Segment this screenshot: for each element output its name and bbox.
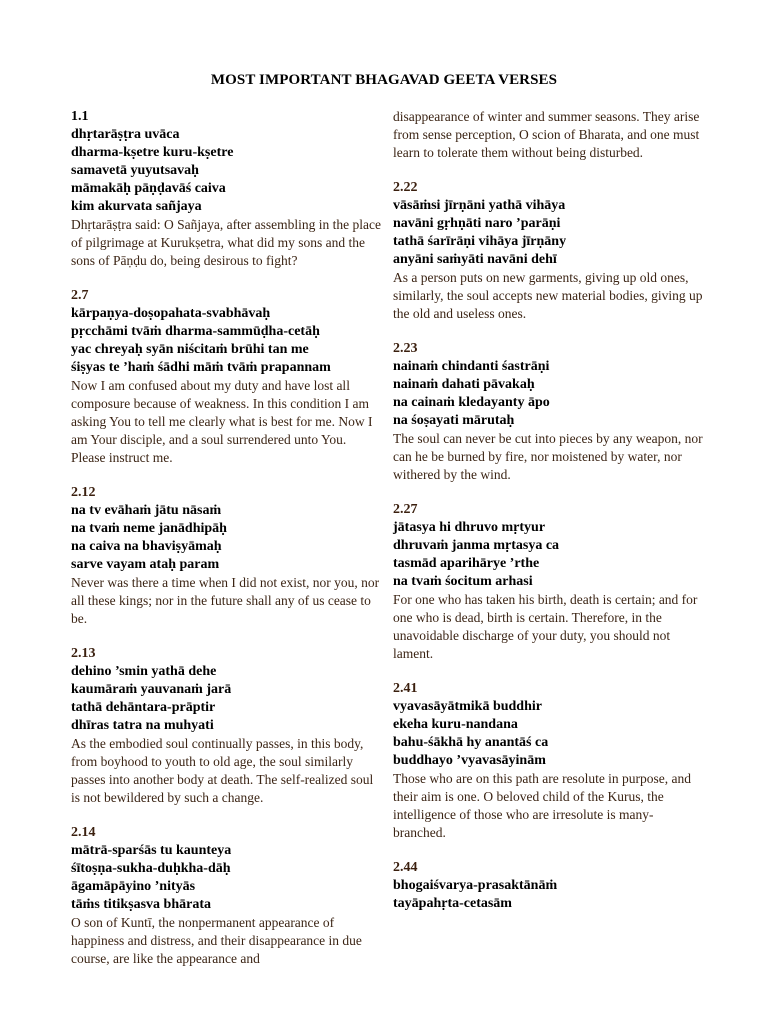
sanskrit-line: navāni gṛhṇāti naro ’parāṇi [393, 216, 561, 231]
verse-block [71, 287, 383, 467]
sanskrit-line: tathā śarīrāṇi vihāya jīrṇāny [393, 234, 567, 249]
sanskrit-line: anyāni saṁyāti navāni dehī [393, 252, 557, 267]
verse-number: 2.41 [393, 681, 418, 696]
sanskrit-line: dehino ’smin yathā dehe [71, 664, 217, 679]
verse-translation: As a person puts on new garments, giving up old ones, similarly, the soul accepts new material bodies, giving up the old and useless ones. [393, 270, 703, 321]
sanskrit-line: na cainaṁ kledayanty āpo [393, 395, 550, 410]
sanskrit-line: buddhayo ’vyavasāyinām [393, 753, 546, 768]
sanskrit-line: sarve vayam ataḥ param [71, 557, 220, 572]
sanskrit-line: kaumāraṁ yauvanaṁ jarā [71, 682, 232, 697]
sanskrit-line: dhīras tatra na muhyati [71, 718, 214, 733]
verse-block [71, 484, 383, 628]
sanskrit-line: tasmād aparihārye ’rthe [393, 556, 540, 571]
verse-block [393, 179, 705, 323]
verse-block [393, 340, 705, 484]
verse-number: 1.1 [71, 109, 89, 124]
verse-block [393, 859, 705, 913]
sanskrit-line: mātrā-sparśās tu kaunteya [71, 843, 232, 858]
sanskrit-line: na tvaṁ neme janādhipāḥ [71, 521, 227, 536]
sanskrit-line: nainaṁ dahati pāvakaḥ [393, 377, 535, 392]
verse-translation: Those who are on this path are resolute in purpose, and their aim is one. O beloved child of the Kurus, the intelligence of those who are irresolute is many-branched. [393, 771, 692, 840]
sanskrit-line: māmakāḥ pāṇḍavāś caiva [71, 181, 226, 196]
verse-number: 2.23 [393, 341, 418, 356]
sanskrit-line: dhruvaṁ janma mṛtasya ca [393, 538, 560, 553]
sanskrit-line: na caiva na bhaviṣyāmaḥ [71, 539, 222, 554]
sanskrit-line: pṛcchāmi tvāṁ dharma-sammūḍha-cetāḥ [71, 324, 320, 339]
verse-translation: For one who has taken his birth, death is certain; and for one who is dead, birth is certain. Therefore, in the unavoidable discharge of your duty, you should not lament. [393, 592, 698, 661]
verse-translation: Never was there a time when I did not exist, nor you, nor all these kings; nor in the future shall any of us cease to be. [71, 575, 380, 626]
verse-block [71, 645, 383, 807]
right-column [393, 108, 705, 930]
sanskrit-line: kim akurvata sañjaya [71, 199, 202, 214]
verse-translation: As the embodied soul continually passes, in this body, from boyhood to youth to old age, the soul similarly passes into another body at death. The self-realized soul is not bewildered by such a change. [71, 736, 374, 805]
sanskrit-line: vāsāṁsi jīrṇāni yathā vihāya [393, 198, 566, 213]
verse-block [71, 108, 383, 270]
verse-translation-continuation: disappearance of winter and summer seasons. They arise from sense perception, O scion of Bharata, and one must learn to tolerate them without being disturbed. [393, 109, 700, 160]
sanskrit-line: tathā dehāntara-prāptir [71, 700, 216, 715]
sanskrit-line: na tvaṁ śocitum arhasi [393, 574, 533, 589]
sanskrit-line: śiṣyas te ’haṁ śādhi māṁ tvāṁ prapannam [71, 360, 331, 375]
sanskrit-line: dhṛtarāṣṭra uvāca [71, 127, 180, 142]
sanskrit-line: kārpaṇya-doṣopahata-svabhāvaḥ [71, 306, 271, 321]
verse-number: 2.22 [393, 180, 418, 195]
sanskrit-line: dharma-kṣetre kuru-kṣetre [71, 145, 234, 160]
verse-translation: Now I am confused about my duty and have lost all composure because of weakness. In this condition I am asking You to tell me clearly what is best for me. Now I am Your disciple, and a soul surrendered unto You. Please instruct me. [71, 378, 373, 465]
sanskrit-line: nainaṁ chindanti śastrāṇi [393, 359, 550, 374]
sanskrit-line: na tv evāhaṁ jātu nāsaṁ [71, 503, 222, 518]
sanskrit-line: samavetā yuyutsavaḥ [71, 163, 199, 178]
verse-number: 2.13 [71, 646, 96, 661]
sanskrit-line: tayāpahṛta-cetasām [393, 896, 512, 911]
verse-block [393, 680, 705, 842]
sanskrit-line: jātasya hi dhruvo mṛtyur [393, 520, 546, 535]
verse-translation: O son of Kuntī, the nonpermanent appearance of happiness and distress, and their disappearance in due course, are like the appearance and [71, 915, 362, 966]
verse-number: 2.27 [393, 502, 418, 517]
sanskrit-line: bahu-śākhā hy anantāś ca [393, 735, 549, 750]
sanskrit-line: śītoṣṇa-sukha-duḥkha-dāḥ [71, 861, 231, 876]
verse-translation: Dhṛtarāṣṭra said: O Sañjaya, after assembling in the place of pilgrimage at Kurukṣetra, what did my sons and the sons of Pāṇḍu do, being desirous to fight? [71, 217, 382, 268]
verse-number: 2.12 [71, 485, 96, 500]
sanskrit-line: yac chreyaḥ syān niścitaṁ brūhi tan me [71, 342, 309, 357]
sanskrit-line: tāṁs titikṣasva bhārata [71, 897, 212, 912]
sanskrit-line: ekeha kuru-nandana [393, 717, 518, 732]
verse-block [71, 824, 383, 968]
verse-block [393, 501, 705, 663]
sanskrit-line: āgamāpāyino ’nityās [71, 879, 196, 894]
verse-number: 2.14 [71, 825, 96, 840]
verse-translation: The soul can never be cut into pieces by any weapon, nor can he be burned by fire, nor moistened by water, nor withered by the wind. [393, 431, 703, 482]
sanskrit-line: na śoṣayati mārutaḥ [393, 413, 515, 428]
verse-number: 2.44 [393, 860, 418, 875]
sanskrit-line: vyavasāyātmikā buddhir [393, 699, 542, 714]
sanskrit-line: bhogaiśvarya-prasaktānāṁ [393, 878, 558, 893]
verse-number: 2.7 [71, 288, 89, 303]
left-column [71, 108, 383, 985]
page-title: MOST IMPORTANT BHAGAVAD GEETA VERSES [210, 72, 558, 88]
